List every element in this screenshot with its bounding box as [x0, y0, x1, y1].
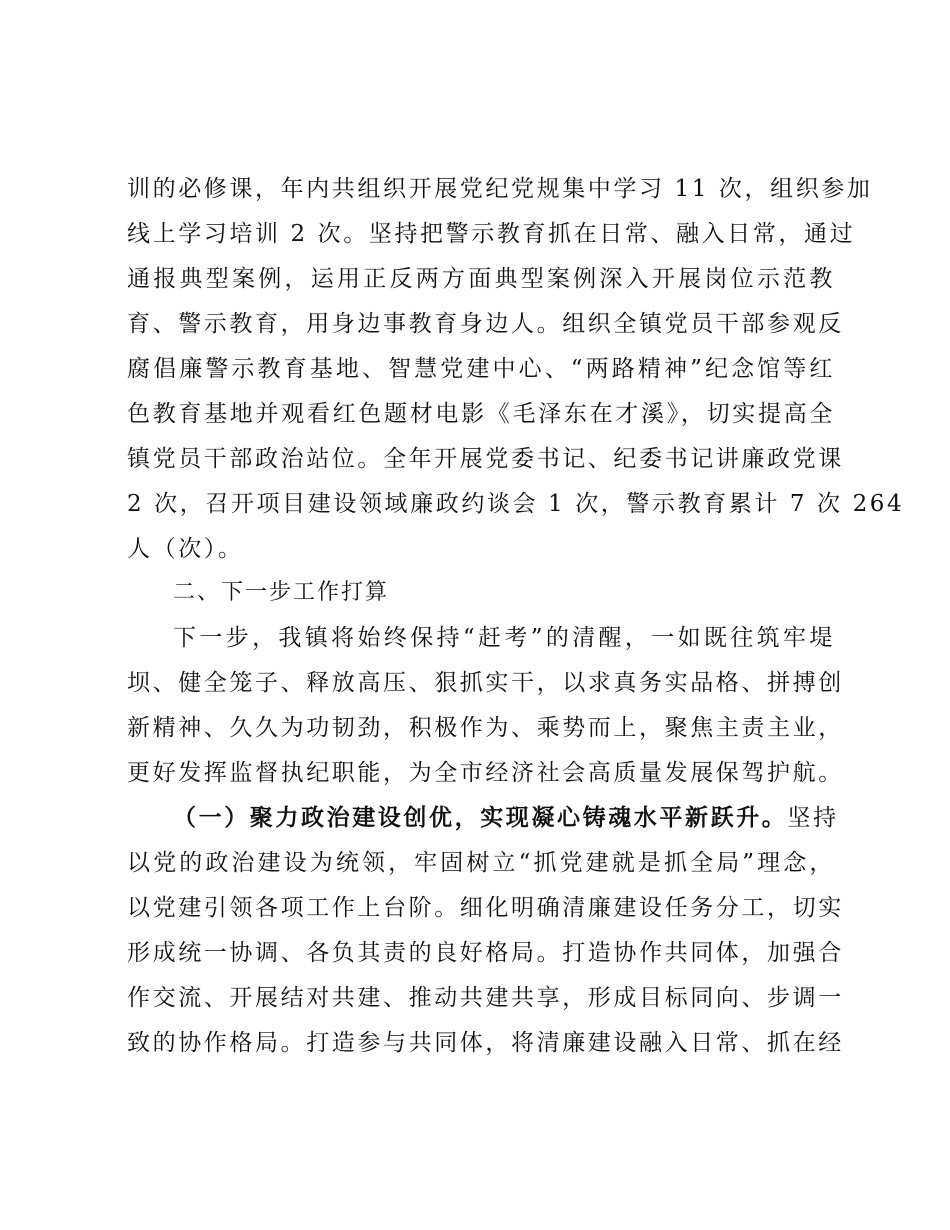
subsection-first-tail: 坚持: [787, 805, 839, 831]
subsection-line: 作交流、开展结对共建、推动共建共享，形成目标同向、步调一: [127, 985, 844, 1011]
subsection-title: （一）聚力政治建设创优，实现凝心铸魂水平新跃升。: [173, 804, 788, 831]
body-line: 人（次）。: [127, 536, 244, 562]
section-line: 坝、健全笼子、释放高压、狠抓实干，以求真务实品格、拼搏创: [127, 670, 844, 696]
subsection-line: 以党的政治建设为统领，牢固树立“抓党建就是抓全局”理念，: [127, 850, 835, 876]
section-heading: 二、下一步工作打算: [173, 580, 390, 605]
subsection-first-line: [173, 803, 839, 833]
body-line: 通报典型案例，运用正反两方面典型案例深入开展岗位示范教: [127, 266, 835, 292]
subsection-line: 致的协作格局。打造参与共同体，将清廉建设融入日常、抓在经: [127, 1030, 844, 1056]
section-line: 更好发挥监督执纪职能，为全市经济社会高质量发展保驾护航。: [127, 760, 844, 786]
subsection-line: 以党建引领各项工作上台阶。细化明确清廉建设任务分工，切实: [127, 895, 844, 921]
body-line: 训的必修课，年内共组织开展党纪党规集中学习 11 次，组织参加: [127, 176, 873, 202]
body-line: 镇党员干部政治站位。全年开展党委书记、纪委书记讲廉政党课: [127, 446, 844, 472]
body-line: 育、警示教育，用身边事教育身边人。组织全镇党员干部参观反: [127, 311, 844, 337]
body-line: 线上学习培训 2 次。坚持把警示教育抓在日常、融入日常，通过: [127, 221, 856, 247]
body-line: 色教育基地并观看红色题材电影《毛泽东在才溪》，切实提高全: [127, 401, 835, 427]
section-line: 下一步，我镇将始终保持“赶考”的清醒，一如既往筑牢堤: [173, 625, 835, 651]
body-line: 腐倡廉警示教育基地、智慧党建中心、“两路精神”纪念馆等红: [127, 356, 835, 382]
section-line: 新精神、久久为功韧劲，积极作为、乘势而上，聚焦主责主业，: [127, 715, 844, 741]
subsection-line: 形成统一协调、各负其责的良好格局。打造协作共同体，加强合: [127, 940, 844, 966]
body-line: 2 次，召开项目建设领域廉政约谈会 1 次，警示教育累计 7 次 264: [127, 491, 905, 517]
